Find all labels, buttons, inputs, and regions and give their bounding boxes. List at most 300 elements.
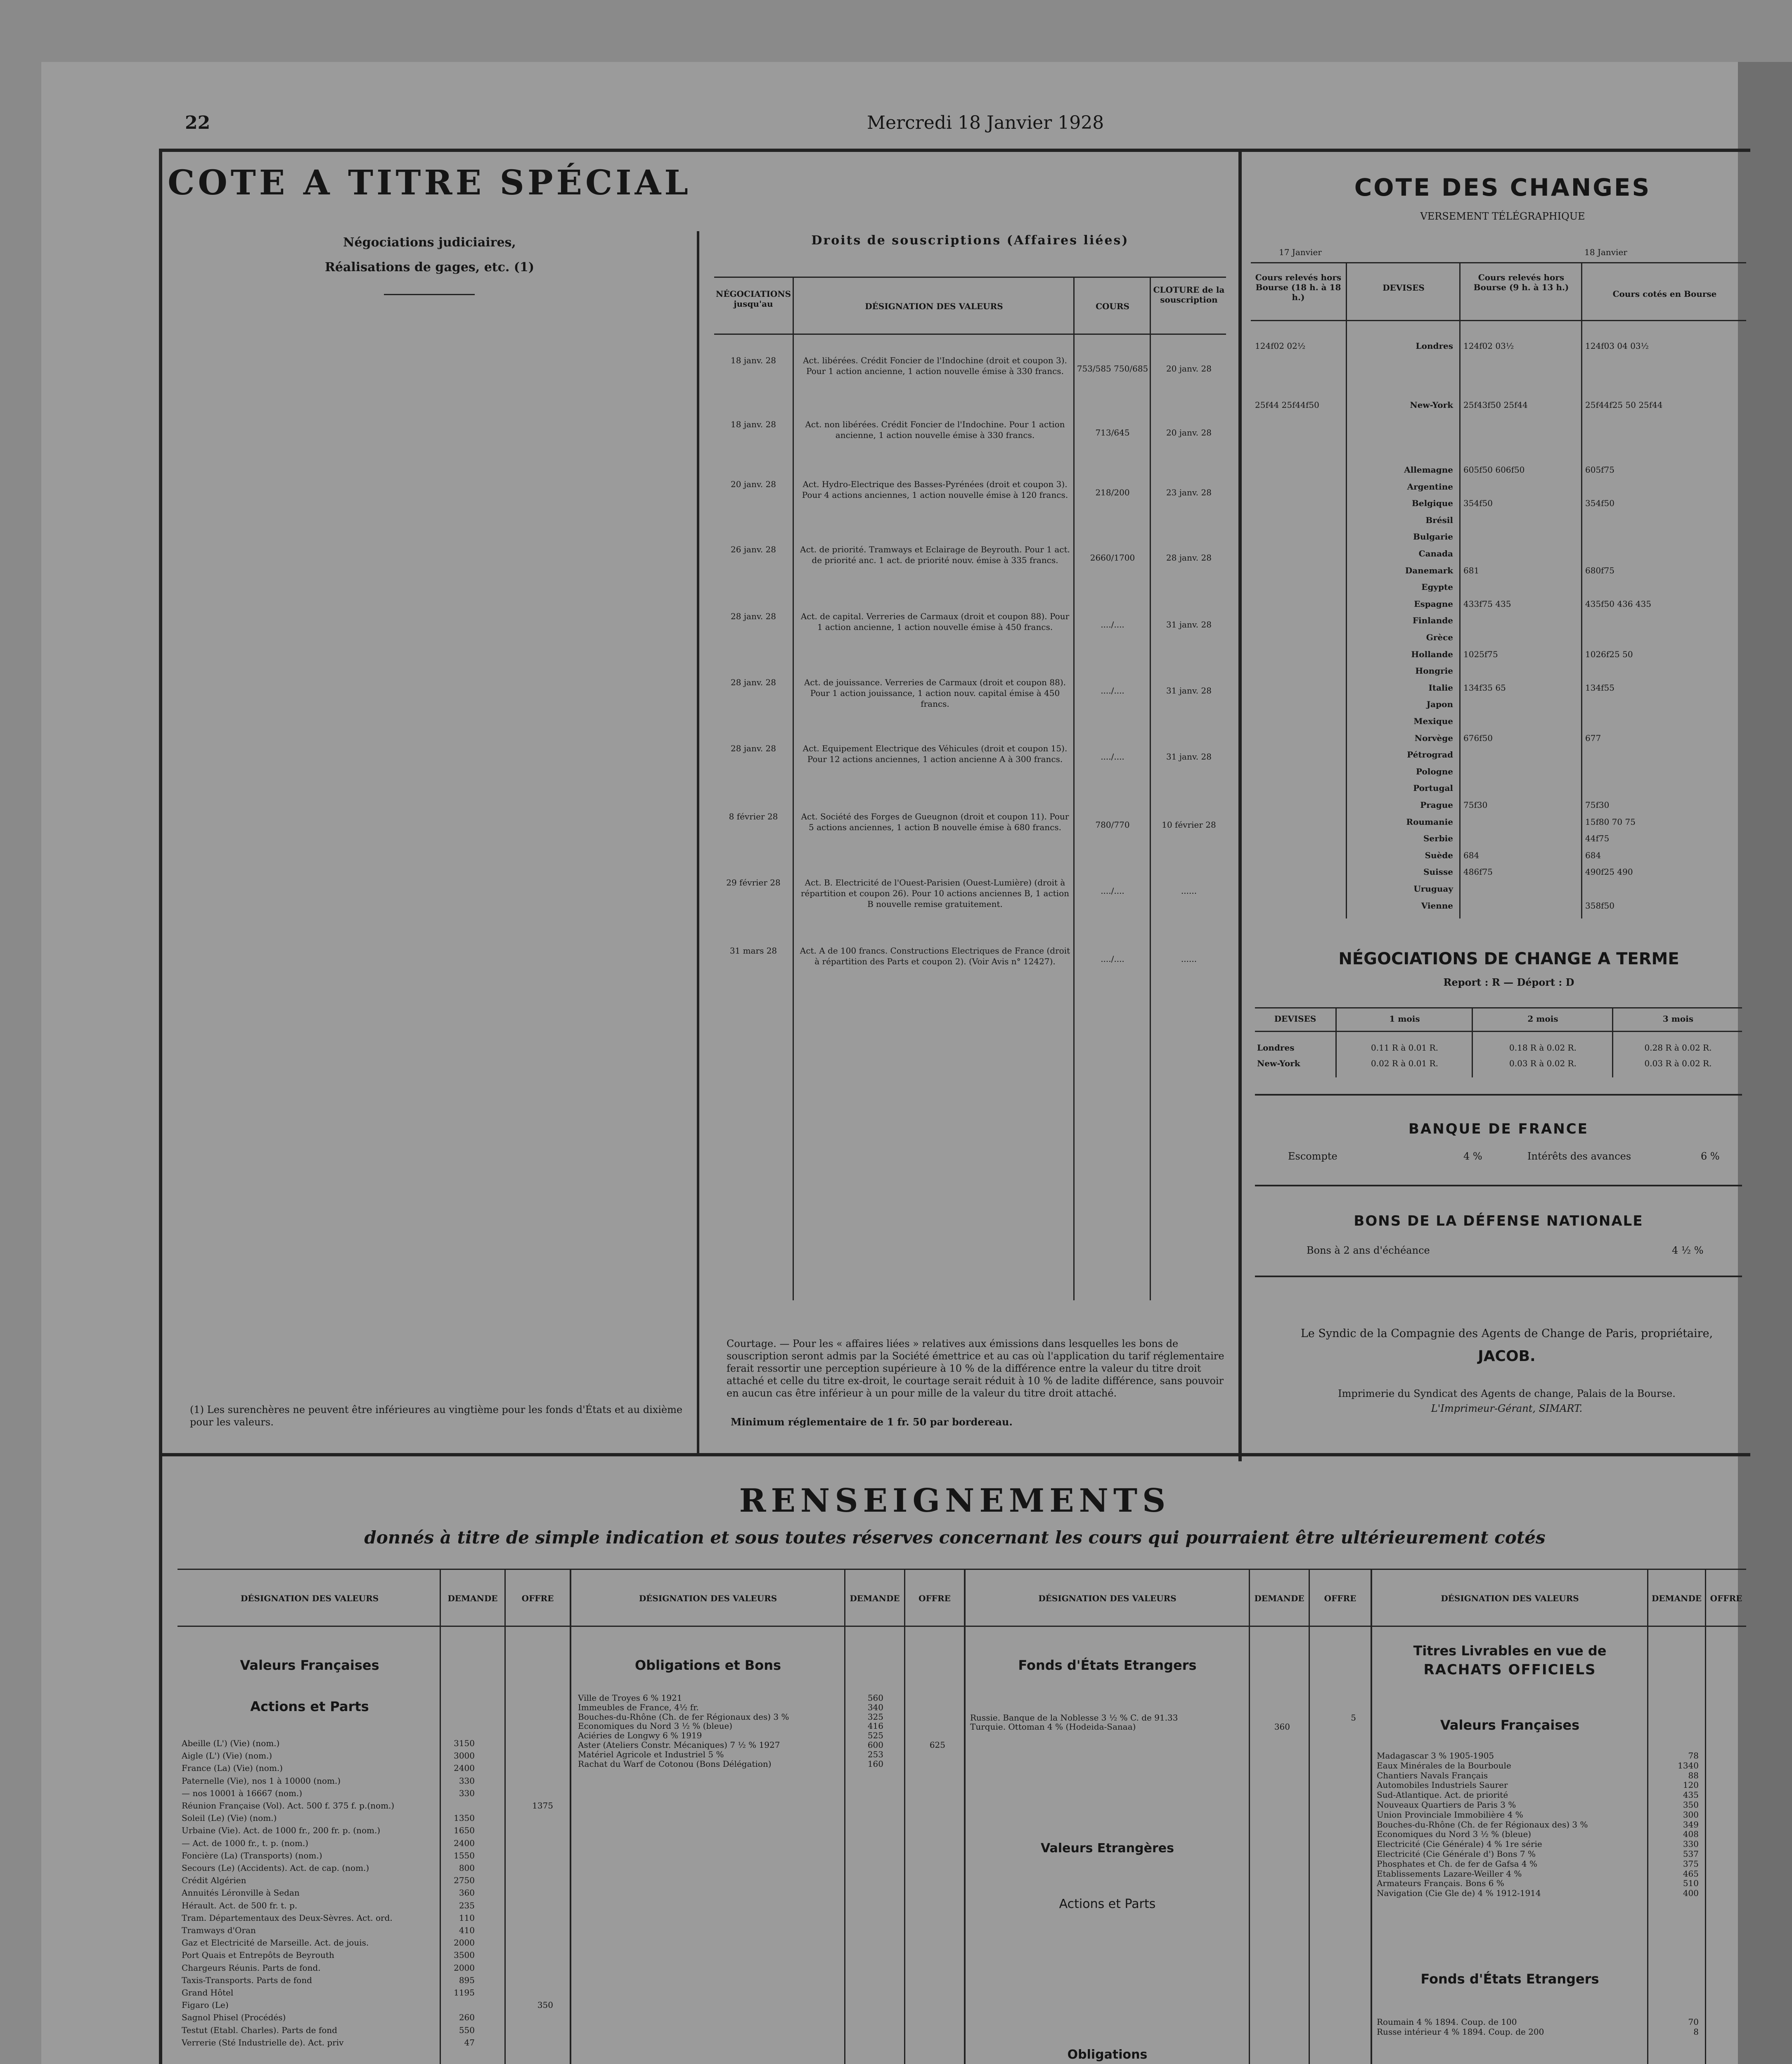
list-item-demande: 350 — [1683, 1800, 1699, 1810]
left-rule — [159, 149, 162, 2064]
list-item-demande: 2000 — [454, 1962, 475, 1973]
rens-head-designation: DÉSIGNATION DES VALEURS — [1038, 1593, 1177, 1603]
droits-designation: Act. Société des Forges de Gueugnon (droit et coupon 11). Pour 5 actions anciennes, 1 action B nouvelle émise à 680 francs. — [801, 812, 1069, 832]
list-item-demande: 110 — [459, 1913, 475, 1923]
bons-value: 4 ½ % — [1672, 1245, 1704, 1256]
page-edge-shadow — [1738, 62, 1792, 2064]
changes-devise: Portugal — [1413, 783, 1453, 793]
col1-section-actions: Actions et Parts — [250, 1699, 369, 1714]
changes-date-prev: 17 Janvier — [1279, 247, 1322, 257]
droits-date: 31 mars 28 — [729, 946, 777, 956]
droits-cloture: 23 janv. 28 — [1166, 488, 1212, 497]
rens-head-offre: OFFRE — [918, 1593, 951, 1603]
list-item-name: — nos 10001 à 16667 (nom.) — [182, 1788, 302, 1798]
list-item-name: Crédit Algérien — [182, 1875, 246, 1886]
list-item-name: Matériel Agricole et Industriel 5 % — [578, 1749, 724, 1759]
terme-devise: New-York — [1257, 1058, 1300, 1068]
list-item-name: Chargeurs Réunis. Parts de fond. — [182, 1962, 321, 1973]
changes-devise: Pétrograd — [1407, 750, 1453, 760]
list-item-demande: 120 — [1683, 1780, 1699, 1790]
list-item-name: Grand Hôtel — [182, 1988, 234, 1998]
droits-date: 29 février 28 — [726, 878, 781, 888]
droits-designation: Act. de jouissance. Verreries de Carmaux (droit et coupon 88). Pour 1 action jouissance, 1 action nouv. capital émise à 450 francs. — [804, 677, 1066, 709]
bons-rule — [1255, 1276, 1742, 1277]
droits-designation: Act. de priorité. Tramways et Eclairage de Beyrouth. Pour 1 act. de priorité anc. 1 act. de priorité nouv. émise à 335 francs. — [800, 544, 1070, 565]
changes-prev: 25f44 25f44f50 — [1255, 400, 1319, 410]
col4-section-valeurs: Valeurs Françaises — [1440, 1717, 1580, 1733]
changes-devise: Italie — [1428, 682, 1453, 693]
terme-col-line — [1335, 1007, 1337, 1077]
banque-avances-value: 6 % — [1701, 1150, 1720, 1162]
list-item-name: Automobiles Industriels Saurer — [1377, 1780, 1508, 1790]
rens-col-line — [1647, 1569, 1648, 2064]
droits-cours: ..../.... — [1101, 686, 1124, 696]
droits-table-top — [714, 277, 1226, 278]
list-item-demande: 400 — [1683, 1888, 1699, 1898]
droits-designation: Act. B. Electricité de l'Ouest-Parisien (Ouest-Lumière) (droit à répartition et coupon 26). Pour 10 actions anciennes B, 1 action B nouvelle remise gratuitement. — [800, 878, 1070, 909]
droits-date: 18 janv. 28 — [731, 419, 776, 429]
list-item-demande: 2400 — [454, 1763, 475, 1773]
list-item-demande: 600 — [867, 1740, 883, 1750]
droits-table-head-bottom — [714, 334, 1226, 335]
droits-designation: Act. Equipement Electrique des Véhicules (droit et coupon 15). Pour 12 actions anciennes, 1 action ancienne A à 300 francs. — [802, 743, 1068, 764]
list-item-name: Rachat du Warf de Cotonou (Bons Délégation) — [578, 1759, 772, 1769]
changes-hors: 75f30 — [1463, 800, 1488, 810]
list-item-demande: 550 — [459, 2025, 475, 2035]
droits-cours: ..../.... — [1101, 620, 1124, 630]
changes-devise: Grèce — [1426, 632, 1453, 642]
list-item-demande: 8 — [1693, 2027, 1699, 2037]
list-item-name: Phosphates et Ch. de fer de Gafsa 4 % — [1377, 1858, 1537, 1869]
droits-title: Droits de souscriptions (Affaires liées) — [811, 233, 1129, 248]
list-item-name: Réunion Française (Vol). Act. 500 f. 375 f. p.(nom.) — [182, 1801, 395, 1811]
droits-col-line — [793, 277, 794, 1300]
list-item-demande: 360 — [1274, 1722, 1290, 1732]
top-rule — [159, 149, 1750, 152]
list-item-offre: 625 — [929, 1740, 945, 1750]
rens-col-line — [440, 1569, 441, 2064]
droits-cloture: 28 janv. 28 — [1166, 553, 1212, 563]
list-item-name: Madagascar 3 % 1905-1905 — [1377, 1751, 1494, 1761]
rens-col-line — [844, 1569, 845, 2064]
gerant-line: L'Imprimeur-Gérant, SIMART. — [1431, 1403, 1583, 1414]
changes-devise: Danemark — [1405, 565, 1453, 575]
list-item-name: Tramways d'Oran — [182, 1925, 256, 1935]
list-item-demande: 3150 — [454, 1738, 475, 1748]
rens-head-demande: DEMANDE — [1254, 1593, 1304, 1603]
terme-devise: Londres — [1257, 1043, 1295, 1053]
list-item-name: Secours (Le) (Accidents). Act. de cap. (nom.) — [182, 1863, 369, 1873]
rens-col-line — [904, 1569, 905, 2064]
list-item-name: Sud-Atlantique. Act. de priorité — [1377, 1790, 1508, 1800]
droits-date: 20 janv. 28 — [731, 479, 776, 489]
changes-devise: Suisse — [1423, 867, 1453, 877]
changes-devise: Uruguay — [1413, 884, 1453, 894]
list-item-demande: 1350 — [454, 1813, 475, 1823]
list-item-demande: 525 — [867, 1730, 883, 1741]
changes-bourse: 354f50 — [1585, 498, 1615, 509]
list-item-offre: 350 — [537, 2000, 553, 2010]
droits-date: 18 janv. 28 — [731, 355, 776, 365]
list-item-demande: 1195 — [454, 1988, 475, 1998]
minimum-note: Minimum réglementaire de 1 fr. 50 par bordereau. — [731, 1416, 1013, 1428]
list-item-demande: 88 — [1688, 1770, 1699, 1780]
list-item-name: Gaz et Electricité de Marseille. Act. de jouis. — [182, 1938, 369, 1948]
changes-devise: Serbie — [1423, 833, 1453, 844]
changes-divider — [1238, 149, 1242, 1461]
terme-2mois: 0.03 R à 0.02 R. — [1509, 1058, 1577, 1068]
banque-title: BANQUE DE FRANCE — [1409, 1121, 1588, 1137]
changes-devise: Japon — [1426, 699, 1453, 710]
list-item-demande: 375 — [1683, 1858, 1699, 1869]
changes-head-hors: Cours relevés hors Bourse (9 h. à 13 h.) — [1473, 272, 1569, 292]
list-item-demande: 260 — [459, 2012, 475, 2023]
list-item-name: Roumain 4 % 1894. Coup. de 100 — [1377, 2017, 1517, 2027]
rens-head-designation: DÉSIGNATION DES VALEURS — [1441, 1593, 1579, 1603]
changes-devise: Norvège — [1414, 733, 1453, 743]
changes-devise: Espagne — [1414, 599, 1453, 609]
terme-col-line — [1612, 1007, 1613, 1077]
syndic-name: JACOB. — [1478, 1348, 1536, 1365]
changes-date-cur: 18 Janvier — [1584, 247, 1627, 257]
special-title: COTE A TITRE SPÉCIAL — [168, 163, 691, 203]
list-item-demande: 416 — [867, 1721, 883, 1731]
changes-devise: Canada — [1418, 549, 1453, 559]
list-item-name: Soleil (Le) (Vie) (nom.) — [182, 1813, 277, 1823]
droits-cours: 2660/1700 — [1090, 553, 1135, 563]
list-item-demande: 340 — [867, 1702, 883, 1712]
list-item-demande: 330 — [459, 1775, 475, 1786]
changes-bourse: 684 — [1585, 850, 1601, 860]
list-item-demande: 465 — [1683, 1868, 1699, 1879]
changes-bourse: 15f80 70 75 — [1585, 817, 1636, 827]
list-item-demande: 800 — [459, 1863, 475, 1873]
list-item-name: Bouches-du-Rhône (Ch. de fer Régionaux des) 3 % — [578, 1711, 789, 1722]
changes-devise: Finlande — [1412, 615, 1453, 626]
changes-col-line — [1581, 262, 1582, 918]
changes-hors: 354f50 — [1463, 498, 1493, 509]
list-item-demande: 1340 — [1678, 1760, 1699, 1770]
changes-bourse: 25f44f25 50 25f44 — [1585, 400, 1663, 410]
col3-section-obligations: Obligations — [1067, 2047, 1148, 2062]
changes-hors: 681 — [1463, 565, 1480, 575]
list-item-name: Electricité (Cie Générale d') Bons 7 % — [1377, 1849, 1536, 1859]
terme-head-bottom — [1255, 1031, 1742, 1032]
banque-escompte-value: 4 % — [1463, 1150, 1482, 1162]
list-item-demande: 895 — [459, 1975, 475, 1985]
list-item-name: Etablissements Lazare-Weiller 4 % — [1377, 1868, 1522, 1879]
droits-cloture: ...... — [1181, 886, 1197, 896]
col4-rachats-line2: RACHATS OFFICIELS — [1423, 1662, 1596, 1678]
list-item-name: Tram. Départementaux des Deux-Sèvres. Act. ord. — [182, 1913, 393, 1923]
droits-cloture: 31 janv. 28 — [1166, 752, 1212, 762]
middle-rule — [159, 1453, 1750, 1456]
changes-col-line — [1459, 262, 1461, 918]
col1-section-valeurs: Valeurs Françaises — [240, 1657, 379, 1673]
changes-bourse: 677 — [1585, 733, 1601, 743]
col4-rachats-line1: Titres Livrables en vue de — [1413, 1643, 1607, 1659]
terme-subtitle: Report : R — Déport : D — [1443, 976, 1574, 988]
list-item-name: Electricité (Cie Générale) 4 % 1re série — [1377, 1839, 1542, 1849]
col3-section-actions: Actions et Parts — [1059, 1897, 1156, 1911]
list-item-name: Russie. Banque de la Noblesse 3 ½ % C. de 91.33 — [970, 1713, 1178, 1723]
changes-devise: Belgique — [1411, 498, 1453, 509]
list-item-demande: 435 — [1683, 1790, 1699, 1800]
list-item-demande: 160 — [867, 1759, 883, 1769]
rens-head-designation: DÉSIGNATION DES VALEURS — [240, 1593, 379, 1603]
droits-col-line — [1150, 277, 1151, 1300]
changes-bourse: 44f75 — [1585, 833, 1610, 844]
changes-devise: Mexique — [1413, 716, 1453, 726]
changes-head-prev: Cours relevés hors Bourse (18 h. à 18 h.) — [1255, 272, 1342, 302]
col4-section-fonds: Fonds d'États Etrangers — [1420, 1971, 1599, 1987]
changes-bourse: 75f30 — [1585, 800, 1610, 810]
page-date: Mercredi 18 Janvier 1928 — [867, 112, 1104, 133]
list-item-name: Navigation (Cie Gle de) 4 % 1912-1914 — [1377, 1888, 1541, 1898]
droits-cloture: 10 février 28 — [1162, 820, 1216, 830]
list-item-demande: 2000 — [454, 1938, 475, 1948]
changes-hors: 676f50 — [1463, 733, 1493, 743]
droits-head-cours: COURS — [1096, 301, 1129, 311]
renseignements-title: RENSEIGNEMENTS — [739, 1482, 1171, 1520]
list-item-demande: 78 — [1688, 1751, 1699, 1761]
negociations-title: Négociations judiciaires, — [343, 235, 516, 250]
list-item-name: Economiques du Nord 3 ½ % (bleue) — [578, 1721, 733, 1731]
banque-avances-label: Intérêts des avances — [1527, 1150, 1631, 1162]
droits-cours: 713/645 — [1095, 428, 1130, 438]
list-item-demande: 3000 — [454, 1751, 475, 1761]
terme-head-3mois: 3 mois — [1662, 1014, 1694, 1024]
droits-cours: 753/585 750/685 — [1077, 364, 1148, 374]
page-number: 22 — [185, 112, 211, 133]
droits-designation: Act. A de 100 francs. Constructions Electriques de France (droit à répartition des Parts et coupon 2). (Voir Avis n° 12427). — [800, 946, 1070, 966]
changes-devise: Bulgarie — [1413, 532, 1453, 542]
changes-hors: 684 — [1463, 850, 1480, 860]
list-item-demande: 330 — [1683, 1839, 1699, 1849]
rens-col-line — [1249, 1569, 1250, 2064]
rens-head-demande: DEMANDE — [447, 1593, 498, 1603]
list-item-demande: 2750 — [454, 1875, 475, 1886]
droits-cloture: ...... — [1181, 954, 1197, 964]
list-item-name: Bouches-du-Rhône (Ch. de fer Régionaux des) 3 % — [1377, 1819, 1588, 1830]
changes-hors: 1025f75 — [1463, 649, 1498, 659]
list-item-name: Verrerie (Sté Industrielle de). Act. priv — [182, 2037, 344, 2047]
changes-hors: 605f50 606f50 — [1463, 465, 1525, 475]
list-item-offre: 5 — [1351, 1713, 1356, 1723]
changes-devise: Suède — [1425, 850, 1453, 860]
rens-section-line — [570, 1569, 571, 2064]
changes-devise: Prague — [1420, 800, 1453, 810]
list-item-demande: 3500 — [454, 1950, 475, 1960]
changes-title: COTE DES CHANGES — [1354, 173, 1651, 201]
droits-designation: Act. libérées. Crédit Foncier de l'Indochine (droit et coupon 3). Pour 1 action ancienne, 1 action nouvelle émise à 330 francs. — [803, 355, 1067, 376]
terme-3mois: 0.28 R à 0.02 R. — [1644, 1043, 1712, 1053]
rens-head-offre: OFFRE — [1324, 1593, 1356, 1603]
list-item-demande: 330 — [459, 1788, 475, 1798]
list-item-name: Paternelle (Vie), nos 1 à 10000 (nom.) — [182, 1775, 341, 1786]
list-item-name: Port Quais et Entrepôts de Beyrouth — [182, 1950, 334, 1960]
changes-devise: New-York — [1410, 400, 1453, 410]
terme-title: NÉGOCIATIONS DE CHANGE A TERME — [1338, 949, 1679, 968]
list-item-name: Immeubles de France, 4½ fr. — [578, 1702, 699, 1712]
changes-devise: Egypte — [1421, 582, 1453, 592]
list-item-name: Aster (Ateliers Constr. Mécaniques) 7 ½ % 1927 — [578, 1740, 780, 1750]
col3-section-etrangeres: Valeurs Etrangères — [1041, 1841, 1174, 1856]
list-item-demande: 325 — [867, 1711, 883, 1722]
changes-bourse: 1026f25 50 — [1585, 649, 1633, 659]
droits-designation: Act. Hydro-Electrique des Basses-Pyrénées (droit et coupon 3). Pour 4 actions anciennes, 1 action nouvelle émise à 120 francs. — [802, 479, 1068, 500]
droits-cours: 218/200 — [1095, 488, 1130, 497]
list-item-name: Economiques du Nord 3 ½ % (bleue) — [1377, 1829, 1532, 1839]
terme-head-1mois: 1 mois — [1389, 1014, 1420, 1024]
syndic-line: Le Syndic de la Compagnie des Agents de Change de Paris, propriétaire, — [1300, 1327, 1713, 1340]
list-item-name: Eaux Minérales de la Bourboule — [1377, 1760, 1511, 1770]
droits-cours: ..../.... — [1101, 954, 1124, 964]
droits-cloture: 31 janv. 28 — [1166, 620, 1212, 630]
list-item-name: Nouveaux Quartiers de Paris 3 % — [1377, 1800, 1516, 1810]
droits-date: 8 février 28 — [729, 812, 778, 821]
terme-1mois: 0.02 R à 0.01 R. — [1371, 1058, 1438, 1068]
changes-hors: 134f35 65 — [1463, 682, 1506, 693]
changes-head-bourse: Cours cotés en Bourse — [1612, 289, 1717, 299]
list-item-name: Aciéries de Longwy 6 % 1919 — [578, 1730, 702, 1741]
rens-section-line — [1371, 1569, 1372, 2064]
terme-3mois: 0.03 R à 0.02 R. — [1644, 1058, 1712, 1068]
rens-head-demande: DEMANDE — [850, 1593, 900, 1603]
list-item-name: — Act. de 1000 fr., t. p. (nom.) — [182, 1838, 308, 1848]
terme-head-2mois: 2 mois — [1527, 1014, 1558, 1024]
courtage-note: Courtage. — Pour les « affaires liées » relatives aux émissions dans lesquelles les bons de souscription seront admis par la Société émettrice et au cas où l'application du tarif réglementaire ferait ressortir une perception supérieure à 10 % de la différence entre la valeur du titre droit attaché et celle du titre ex-droit, le courtage serait réduit à 10 % de ladite différence, sans pouvoir en aucun cas être inférieur à un pour mille de la valeur du titre droit attaché. — [727, 1338, 1224, 1399]
special-divider — [697, 231, 699, 1453]
changes-devise: Vienne — [1421, 900, 1453, 911]
list-item-demande: 360 — [459, 1888, 475, 1898]
changes-bourse: 680f75 — [1585, 565, 1615, 575]
changes-devise: Londres — [1416, 341, 1453, 351]
renseignements-subtitle: donnés à titre de simple indication et sous toutes réserves concernant les cours qui pourraient être ultérieurement cotés — [364, 1527, 1546, 1548]
droits-head-cloture: CLOTURE de la souscription — [1153, 285, 1225, 305]
changes-devise: Roumanie — [1406, 817, 1453, 827]
list-item-demande: 2400 — [454, 1838, 475, 1848]
list-item-name: Urbaine (Vie). Act. de 1000 fr., 200 fr. p. (nom.) — [182, 1825, 381, 1836]
changes-devise: Brésil — [1425, 515, 1453, 525]
terme-1mois: 0.11 R à 0.01 R. — [1371, 1043, 1438, 1053]
changes-subtitle: VERSEMENT TÉLÉGRAPHIQUE — [1420, 211, 1585, 222]
changes-devise: Hongrie — [1415, 666, 1453, 676]
list-item-demande: 300 — [1683, 1809, 1699, 1820]
banque-rule-top — [1255, 1094, 1742, 1096]
list-item-demande: 510 — [1683, 1878, 1699, 1889]
rens-col-line — [504, 1569, 506, 2064]
banque-escompte-label: Escompte — [1288, 1150, 1337, 1162]
terme-col-line — [1472, 1007, 1473, 1077]
terme-2mois: 0.18 R à 0.02 R. — [1509, 1043, 1577, 1053]
rens-col-line — [1705, 1569, 1706, 2064]
list-item-demande: 537 — [1683, 1849, 1699, 1859]
list-item-demande: 560 — [867, 1693, 883, 1703]
special-footnote: (1) Les surenchères ne peuvent être inférieures au vingtième pour les fonds d'États et au dixième pour les valeurs. — [190, 1404, 683, 1428]
rens-head-designation: DÉSIGNATION DES VALEURS — [639, 1593, 777, 1603]
list-item-name: Figaro (Le) — [182, 2000, 229, 2010]
droits-date: 28 janv. 28 — [731, 743, 776, 753]
changes-bourse: 435f50 436 435 — [1585, 599, 1652, 609]
terme-head-top — [1255, 1007, 1742, 1008]
changes-head-devises: DEVISES — [1382, 283, 1425, 293]
droits-date: 28 janv. 28 — [731, 611, 776, 621]
changes-bourse: 134f55 — [1585, 682, 1615, 693]
rens-section-line — [964, 1569, 966, 2064]
bons-label: Bons à 2 ans d'échéance — [1307, 1245, 1430, 1256]
list-item-name: Hérault. Act. de 500 fr. t. p. — [182, 1900, 298, 1910]
changes-hors: 486f75 — [1463, 867, 1493, 877]
droits-designation: Act. de capital. Verreries de Carmaux (droit et coupon 88). Pour 1 action ancienne, 1 action nouvelle émise à 450 francs. — [800, 611, 1070, 632]
list-item-demande: 1550 — [454, 1850, 475, 1860]
droits-head-designation: DÉSIGNATION DES VALEURS — [865, 301, 1003, 311]
list-item-demande: 408 — [1683, 1829, 1699, 1839]
list-item-demande: 47 — [464, 2037, 475, 2047]
list-item-demande: 253 — [867, 1749, 883, 1759]
list-item-name: Abeille (L') (Vie) (nom.) — [182, 1738, 280, 1748]
changes-hors: 433f75 435 — [1463, 599, 1511, 609]
changes-bourse: 358f50 — [1585, 900, 1615, 911]
list-item-name: Taxis-Transports. Parts de fond — [182, 1975, 312, 1985]
changes-devise: Hollande — [1411, 649, 1453, 659]
changes-prev: 124f02 02½ — [1255, 341, 1306, 351]
list-item-name: Chantiers Navals Français — [1377, 1770, 1488, 1780]
rens-head-offre: OFFRE — [1710, 1593, 1742, 1603]
list-item-demande: 410 — [459, 1925, 475, 1935]
list-item-name: Testut (Etabl. Charles). Parts de fond — [182, 2025, 337, 2035]
bons-title: BONS DE LA DÉFENSE NATIONALE — [1354, 1213, 1643, 1229]
droits-cloture: 20 janv. 28 — [1166, 428, 1212, 438]
list-item-name: Foncière (La) (Transports) (nom.) — [182, 1850, 322, 1860]
droits-cloture: 31 janv. 28 — [1166, 686, 1212, 696]
rens-table-top — [178, 1569, 1746, 1570]
rens-head-demande: DEMANDE — [1651, 1593, 1702, 1603]
list-item-name: Union Provinciale Immobilière 4 % — [1377, 1809, 1523, 1820]
droits-date: 28 janv. 28 — [731, 677, 776, 687]
list-item-name: Sagnol Phisel (Procédés) — [182, 2012, 286, 2023]
droits-col-line — [1073, 277, 1075, 1300]
rens-table-head-bottom — [178, 1626, 1746, 1627]
changes-hors: 25f43f50 25f44 — [1463, 400, 1528, 410]
list-item-offre: 1375 — [532, 1801, 553, 1811]
terme-head-devises: DEVISES — [1274, 1014, 1316, 1024]
droits-date: 26 janv. 28 — [731, 544, 776, 554]
changes-devise: Pologne — [1416, 766, 1453, 776]
list-item-demande: 235 — [459, 1900, 475, 1910]
col3-section-fonds: Fonds d'États Etrangers — [1018, 1657, 1197, 1673]
rens-head-offre: OFFRE — [521, 1593, 554, 1603]
droits-head-date: NÉGOCIATIONS jusqu'au — [715, 289, 791, 309]
droits-cours: 780/770 — [1095, 820, 1130, 830]
changes-devise: Argentine — [1407, 481, 1453, 492]
list-item-demande: 1650 — [454, 1825, 475, 1836]
imprimerie-line: Imprimerie du Syndicat des Agents de change, Palais de la Bourse. — [1338, 1388, 1676, 1399]
changes-bourse: 605f75 — [1585, 465, 1615, 475]
list-item-name: France (La) (Vie) (nom.) — [182, 1763, 283, 1773]
list-item-name: Armateurs Français. Bons 6 % — [1377, 1878, 1504, 1889]
list-item-demande: 70 — [1688, 2017, 1699, 2027]
rens-col-line — [1309, 1569, 1310, 2064]
changes-col-line — [1346, 262, 1347, 918]
list-item-name: Aigle (L') (Vie) (nom.) — [182, 1751, 272, 1761]
changes-bourse: 124f03 04 03½ — [1585, 341, 1649, 351]
droits-cloture: 20 janv. 28 — [1166, 364, 1212, 374]
col2-section-obligations: Obligations et Bons — [634, 1657, 781, 1673]
list-item-name: Turquie. Ottoman 4 % (Hodeida-Sanaa) — [970, 1722, 1136, 1732]
changes-devise: Allemagne — [1404, 465, 1453, 475]
changes-head-top — [1251, 262, 1746, 263]
